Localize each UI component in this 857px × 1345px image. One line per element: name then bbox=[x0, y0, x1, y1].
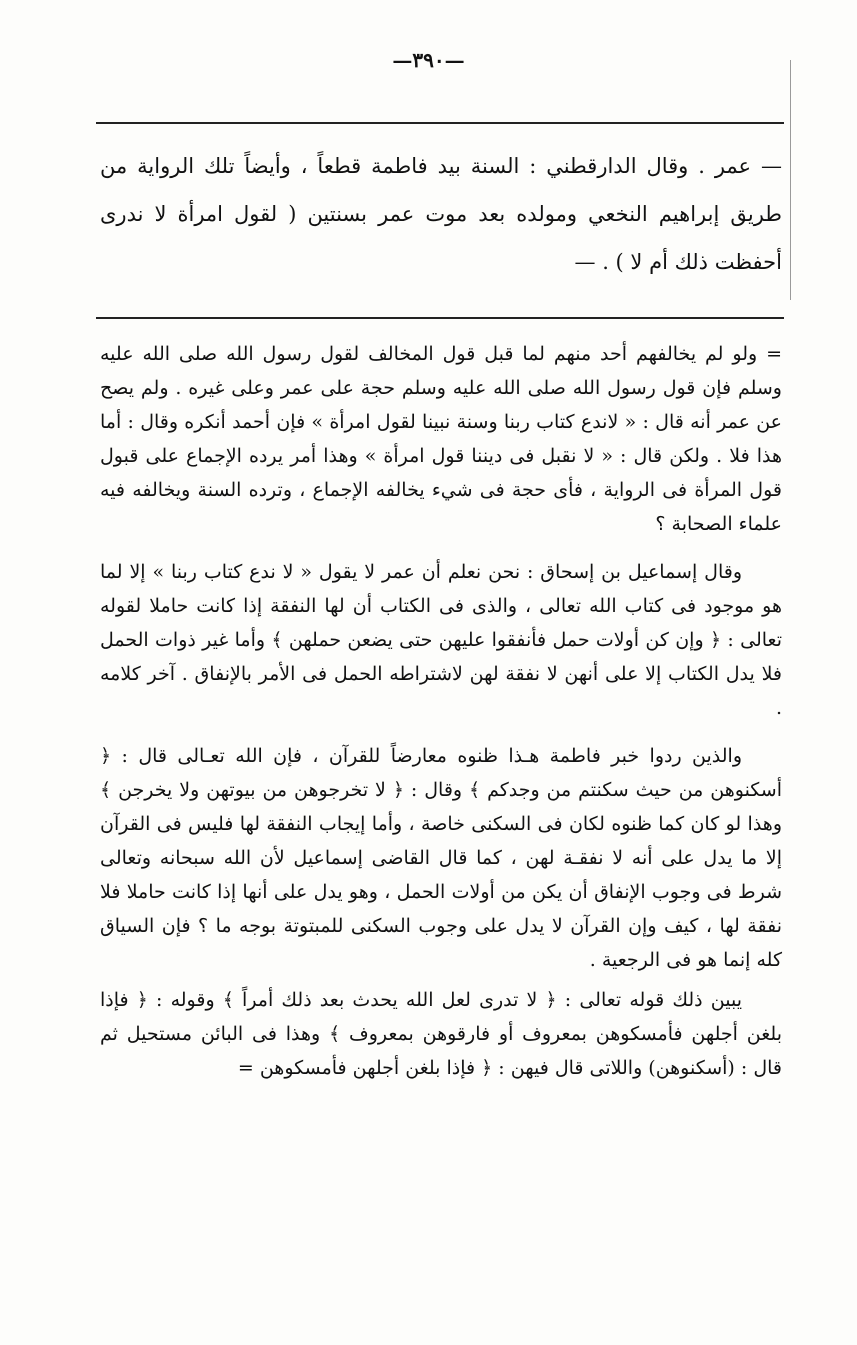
page-number: —٣٩٠— bbox=[392, 48, 465, 72]
paragraph: = ولو لم يخالفهم أحد منهم لما قبل قول المخالف لقول رسول الله صلى الله عليه وسلم فإن قول رسول الله صلى الله عليه وسلم حجة على عمر وعلى غيره . ولم يصح عن عمر أنه قال : « لاندع كتاب ربنا وسنة نبينا لقول امرأة » فإن أحمد أنكره وقال : أما هذا فلا . ولكن قال : « لا نقبل فى ديننا قول امرأة » وهذا أمر يرده الإجماع على قبول قول المرأة فى الرواية ، فأى حجة فى شيء يخالفه الإجماع ، وترده السنة ويخالفه فيه علماء الصحابة ؟ bbox=[100, 343, 782, 535]
footnote-separator-rule bbox=[96, 317, 784, 319]
header-rule bbox=[96, 122, 784, 124]
page-edge-line bbox=[790, 60, 791, 300]
footnote-text: — عمر . وقال الدارقطني : السنة بيد فاطمة قطعاً ، وأيضاً تلك الرواية من طريق إبراهيم النخعي ومولده بعد موت عمر بسنتين ( لقول امرأة لا ندرى أحفظت ذلك أم لا ) . — bbox=[100, 154, 782, 274]
paragraph: وقال إسماعيل بن إسحاق : نحن نعلم أن عمر لا يقول « لا ندع كتاب ربنا » إلا لما هو موجود فى كتاب الله تعالى ، والذى فى الكتاب أن لها النفقة إذا كانت حاملا لقوله تعالى : ﴿ وإن كن أولات حمل فأنفقوا عليهن حتى يضعن حملهن ﴾ وأما غير ذوات الحمل فلا يدل الكتاب إلا على أنهن لا نفقة لهن لاشتراطه الحمل فى الأمر بالإنفاق . آخر كلامه . bbox=[100, 561, 782, 719]
main-text bbox=[100, 337, 782, 1085]
footnote-block bbox=[100, 142, 782, 286]
paragraph: والذين ردوا خبر فاطمة هـذا ظنوه معارضاً للقرآن ، فإن الله تعـالى قال : ﴿ أسكنوهن من حيث سكنتم من وجدكم ﴾ وقال : ﴿ لا تخرجوهن من بيوتهن ولا يخرجن ﴾ وهذا لو كان كما ظنوه لكان فى السكنى خاصة ، وأما إيجاب النفقة لها فليس فى القرآن إلا ما يدل على أنه لا نفقـة لهن ، كما قال القاضى إسماعيل لأن الله سبحانه وتعالى شرط فى وجوب الإنفاق أن يكن من أولات الحمل ، وهو يدل على أنها إذا كانت حاملا فلا نفقة لها ، كيف وإن القرآن لا يدل على وجوب السكنى للمبتوتة بوجه ما ؟ فإن السياق كله إنما هو فى الرجعية . bbox=[100, 745, 782, 971]
paragraph: يبين ذلك قوله تعالى : ﴿ لا تدرى لعل الله يحدث بعد ذلك أمراً ﴾ وقوله : ﴿ فإذا بلغن أجلهن فأمسكوهن بمعروف أو فارقوهن بمعروف ﴾ وهذا فى البائن مستحيل ثم قال : (أسكنوهن) واللاتى قال فيهن : ﴿ فإذا بلغن أجلهن فأمسكوهن = bbox=[100, 989, 782, 1079]
